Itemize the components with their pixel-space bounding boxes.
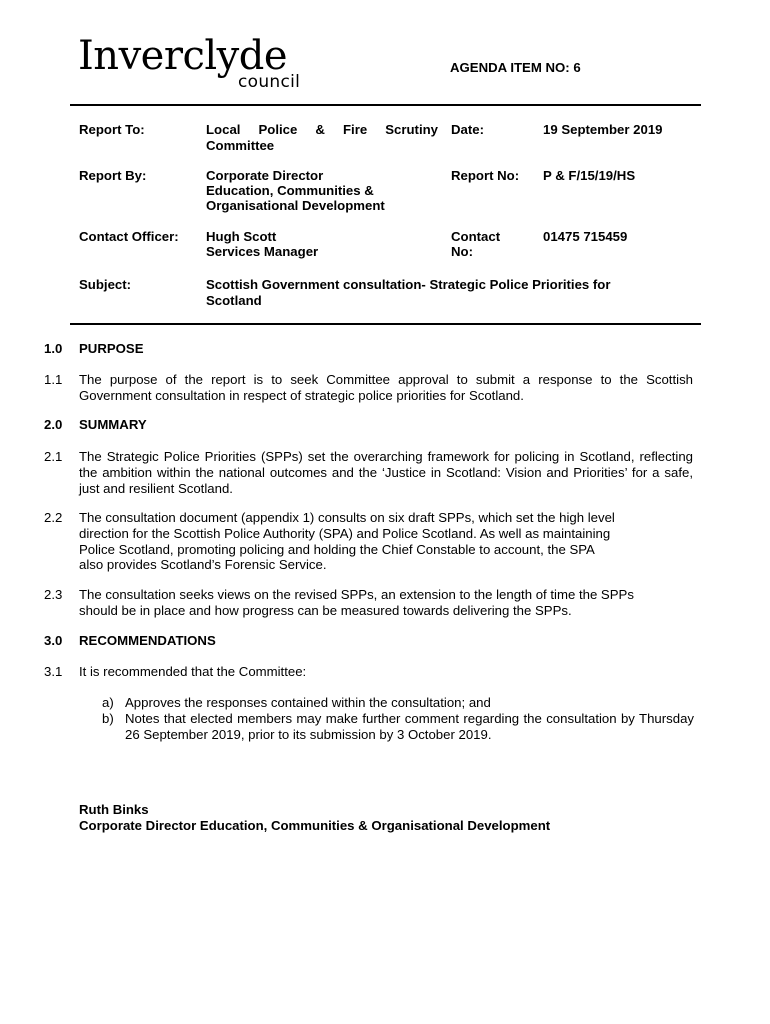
section-title-recommendations: RECOMMENDATIONS [79, 633, 216, 648]
council-logo-wordmark: Inverclyde [78, 33, 288, 79]
contact-no-label-line2: No: [451, 244, 473, 259]
list-marker: a) [102, 695, 114, 710]
report-to-value: Local Police & Fire Scrutiny Committee [206, 122, 438, 153]
section-number: 1.0 [44, 341, 63, 356]
paragraph-number: 2.2 [44, 510, 63, 525]
report-no-value: P & F/15/19/HS [543, 168, 636, 183]
section-number: 3.0 [44, 633, 63, 648]
recommendation-intro: It is recommended that the Committee: [79, 664, 307, 679]
contact-officer-label: Contact Officer: [79, 229, 179, 244]
section-title-purpose: PURPOSE [79, 341, 144, 356]
summary-paragraph-3-line1: The consultation seeks views on the revised SPPs, an extension to the length of time the SPPs [79, 587, 634, 602]
summary-paragraph-2-line4: also provides Scotland’s Forensic Service. [79, 557, 327, 572]
section-number: 2.0 [44, 417, 63, 432]
contact-no-value: 01475 715459 [543, 229, 628, 244]
purpose-paragraph: The purpose of the report is to seek Committee approval to submit a response to the Scottish Government consultation in respect of strategic police priorities for Scotland. [79, 372, 693, 403]
summary-paragraph-3-line2: should be in place and how progress can be measured towards delivering the SPPs. [79, 603, 572, 618]
paragraph-number: 1.1 [44, 372, 63, 387]
paragraph-number: 2.3 [44, 587, 63, 602]
subject-line1: Scottish Government consultation- Strategic Police Priorities for [206, 277, 611, 292]
date-label: Date: [451, 122, 484, 137]
signatory-name: Ruth Binks [79, 802, 149, 817]
signatory-title: Corporate Director Education, Communities & Organisational Development [79, 818, 551, 833]
agenda-item-number: AGENDA ITEM NO: 6 [450, 60, 581, 75]
header-top-rule [70, 104, 701, 106]
recommendation-b: Notes that elected members may make further comment regarding the consultation by Thursday 26 September 2019, prior to its submission by 3 October 2019. [125, 711, 694, 742]
summary-paragraph-2-line3: Police Scotland, promoting policing and holding the Chief Constable to account, the SPA [79, 542, 595, 557]
subject-line2: Scotland [206, 293, 262, 308]
contact-officer-role: Services Manager [206, 244, 319, 259]
subject-label: Subject: [79, 277, 132, 292]
date-value: 19 September 2019 [543, 122, 663, 137]
report-by-line3: Organisational Development [206, 198, 385, 213]
report-by-label: Report By: [79, 168, 147, 183]
council-logo-subtitle: council [238, 72, 301, 92]
report-to-label: Report To: [79, 122, 145, 137]
contact-no-label-line1: Contact [451, 229, 501, 244]
summary-paragraph-2-line2: direction for the Scottish Police Authority (SPA) and Police Scotland. As well as maintaining [79, 526, 611, 541]
recommendation-a: Approves the responses contained within the consultation; and [125, 695, 491, 710]
report-by-line1: Corporate Director [206, 168, 324, 183]
contact-officer-name: Hugh Scott [206, 229, 277, 244]
list-marker: b) [102, 711, 114, 726]
paragraph-number: 3.1 [44, 664, 63, 679]
summary-paragraph-2-line1: The consultation document (appendix 1) consults on six draft SPPs, which set the high level [79, 510, 615, 525]
report-by-line2: Education, Communities & [206, 183, 374, 198]
section-title-summary: SUMMARY [79, 417, 147, 432]
header-bottom-rule [70, 323, 701, 325]
report-no-label: Report No: [451, 168, 520, 183]
summary-paragraph-1: The Strategic Police Priorities (SPPs) set the overarching framework for policing in Scotland, reflecting the ambition within the national outcomes and the ‘Justice in Scotland: Vision and Priorities’ for a safe, just and resilient Scotland. [79, 449, 693, 496]
paragraph-number: 2.1 [44, 449, 63, 464]
